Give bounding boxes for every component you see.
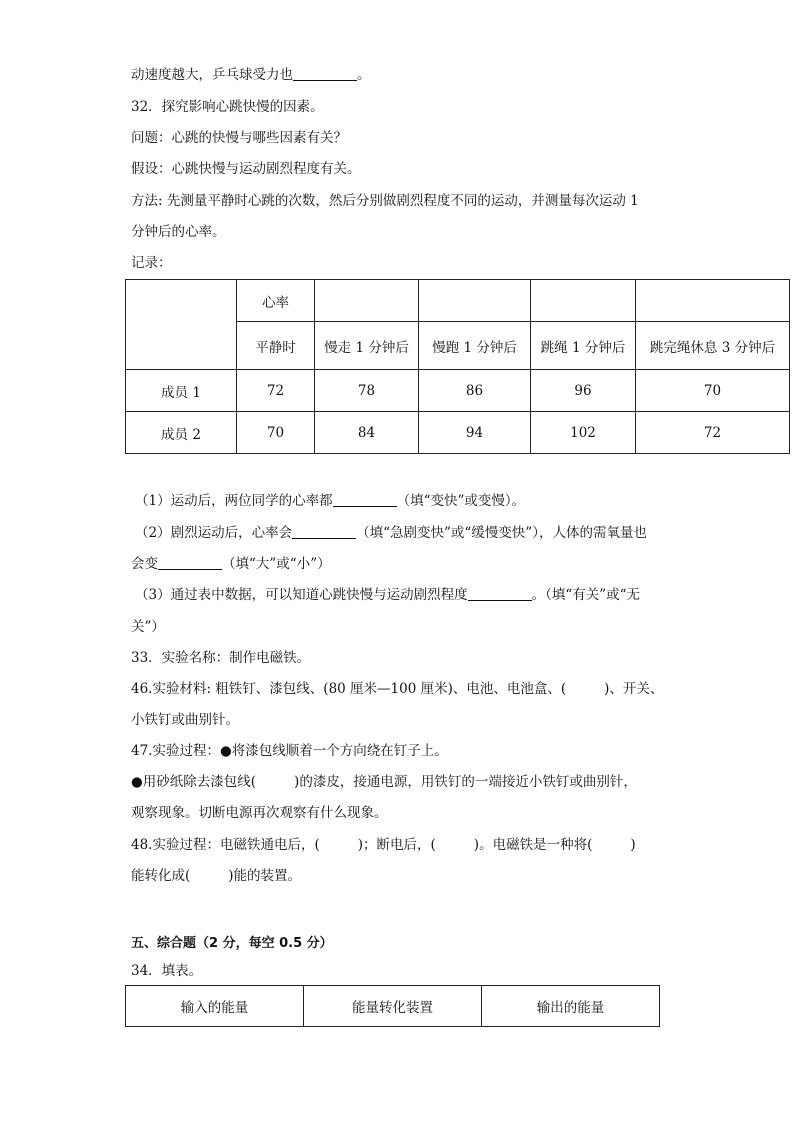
- q46-line2: 小铁钉或曲别针。: [131, 712, 239, 728]
- table-row: [126, 986, 660, 1027]
- text: 48.实验过程：电磁铁通电后，(: [131, 837, 320, 853]
- text: 46.实验材料: 粗铁钉、漆包线、(80 厘米—100 厘米)、电池、电池盒、(: [131, 681, 567, 697]
- table-cell: 72: [636, 412, 790, 454]
- q32-record-label: 记录：: [131, 255, 172, 271]
- header-heart-rate: 心率: [237, 280, 315, 322]
- section-heading: 五、综合题（2 分，每空 0.5 分）: [131, 936, 333, 951]
- continuation-line: [131, 66, 371, 84]
- text: 能转化成(: [131, 868, 191, 884]
- row-label: 成员 2: [126, 412, 237, 454]
- answer-blank[interactable]: [158, 555, 222, 570]
- answer-blank[interactable]: [292, 524, 356, 539]
- table-cell: 70: [636, 370, 790, 412]
- column-header: 跳完绳休息 3 分钟后: [636, 322, 790, 370]
- text: ): [630, 837, 636, 853]
- column-header: 平静时: [237, 322, 315, 370]
- q46-line1: [131, 680, 663, 698]
- text: 会变: [131, 556, 158, 572]
- text: )、开关、: [604, 681, 664, 697]
- header-empty-cell: [636, 280, 790, 322]
- q47-line2: [131, 773, 637, 791]
- q32-question: 问题：心跳的快慢与哪些因素有关？: [131, 130, 347, 146]
- sub-question-2: [135, 524, 647, 542]
- q32-hypothesis: 假设：心跳快慢与运动剧烈程度有关。: [131, 161, 361, 177]
- sub-question-2-cont: [131, 555, 331, 573]
- q33-title: 33．实验名称：制作电磁铁。: [131, 650, 311, 666]
- column-header: 慢走 1 分钟后: [315, 322, 419, 370]
- text: 。（填“有关”或“无: [531, 587, 641, 603]
- q34-title: 34．填表。: [131, 963, 203, 979]
- header-empty-cell: [531, 280, 636, 322]
- text: （填“变快”或变慢）。: [396, 493, 526, 509]
- energy-table: [125, 985, 660, 1027]
- text: )；断电后，(: [357, 837, 436, 853]
- row-label: 成员 1: [126, 370, 237, 412]
- header-empty-cell: [315, 280, 419, 322]
- table-cell: 96: [531, 370, 636, 412]
- text: )的漆皮，接通电源，用铁钉的一端接近小铁钉或曲别针，: [294, 774, 637, 790]
- heart-rate-table: [125, 279, 790, 454]
- table-row: [126, 370, 790, 412]
- table-cell: 78: [315, 370, 419, 412]
- text: )。电磁铁是一种将(: [473, 837, 593, 853]
- answer-blank[interactable]: [468, 586, 532, 601]
- sub-question-1: [135, 492, 525, 510]
- column-header: 能量转化装置: [304, 986, 482, 1027]
- header-empty-cell: [419, 280, 531, 322]
- table-row: [126, 412, 790, 454]
- table-cell: 84: [315, 412, 419, 454]
- text: （填“急剧变快”或“缓慢变快”），人体的需氧量也: [356, 525, 647, 541]
- table-cell: 94: [419, 412, 531, 454]
- table-cell: 70: [237, 412, 315, 454]
- sub-question-3: [135, 586, 640, 604]
- text: （1）运动后，两位同学的心率都: [135, 493, 333, 509]
- column-header: 慢跑 1 分钟后: [419, 322, 531, 370]
- q32-method-line2: 分钟后的心率。: [131, 224, 226, 240]
- text: 。: [357, 67, 371, 83]
- table-cell: 86: [419, 370, 531, 412]
- column-header: 输出的能量: [482, 986, 660, 1027]
- sub-question-3-cont: 关”）: [131, 619, 165, 635]
- q32-method-line1: 方法: 先测量平静时心跳的次数，然后分别做剧烈程度不同的运动，并测量每次运动 1: [131, 193, 639, 209]
- q48-line2: [131, 867, 301, 885]
- text: （3）通过表中数据，可以知道心跳快慢与运动剧烈程度: [135, 587, 468, 603]
- text: （填“大”或“小”）: [222, 556, 331, 572]
- q32-title: 32．探究影响心跳快慢的因素。: [131, 99, 324, 115]
- text: （2）剧烈运动后，心率会: [135, 525, 293, 541]
- answer-blank[interactable]: [293, 66, 357, 81]
- q47-line1: 47.实验过程：●将漆包线顺着一个方向绕在钉子上。: [131, 743, 448, 759]
- table-cell: 102: [531, 412, 636, 454]
- text: )能的装置。: [228, 868, 302, 884]
- column-header: 跳绳 1 分钟后: [531, 322, 636, 370]
- q47-line3: 观察现象。切断电源再次观察有什么现象。: [131, 805, 388, 821]
- answer-blank[interactable]: [333, 492, 397, 507]
- text: ●用砂纸除去漆包线(: [131, 774, 257, 790]
- table-corner-cell: [126, 280, 237, 370]
- column-header: 输入的能量: [126, 986, 304, 1027]
- text: 动速度越大，乒乓球受力也: [131, 67, 293, 83]
- table-cell: 72: [237, 370, 315, 412]
- q48-line1: [131, 836, 636, 854]
